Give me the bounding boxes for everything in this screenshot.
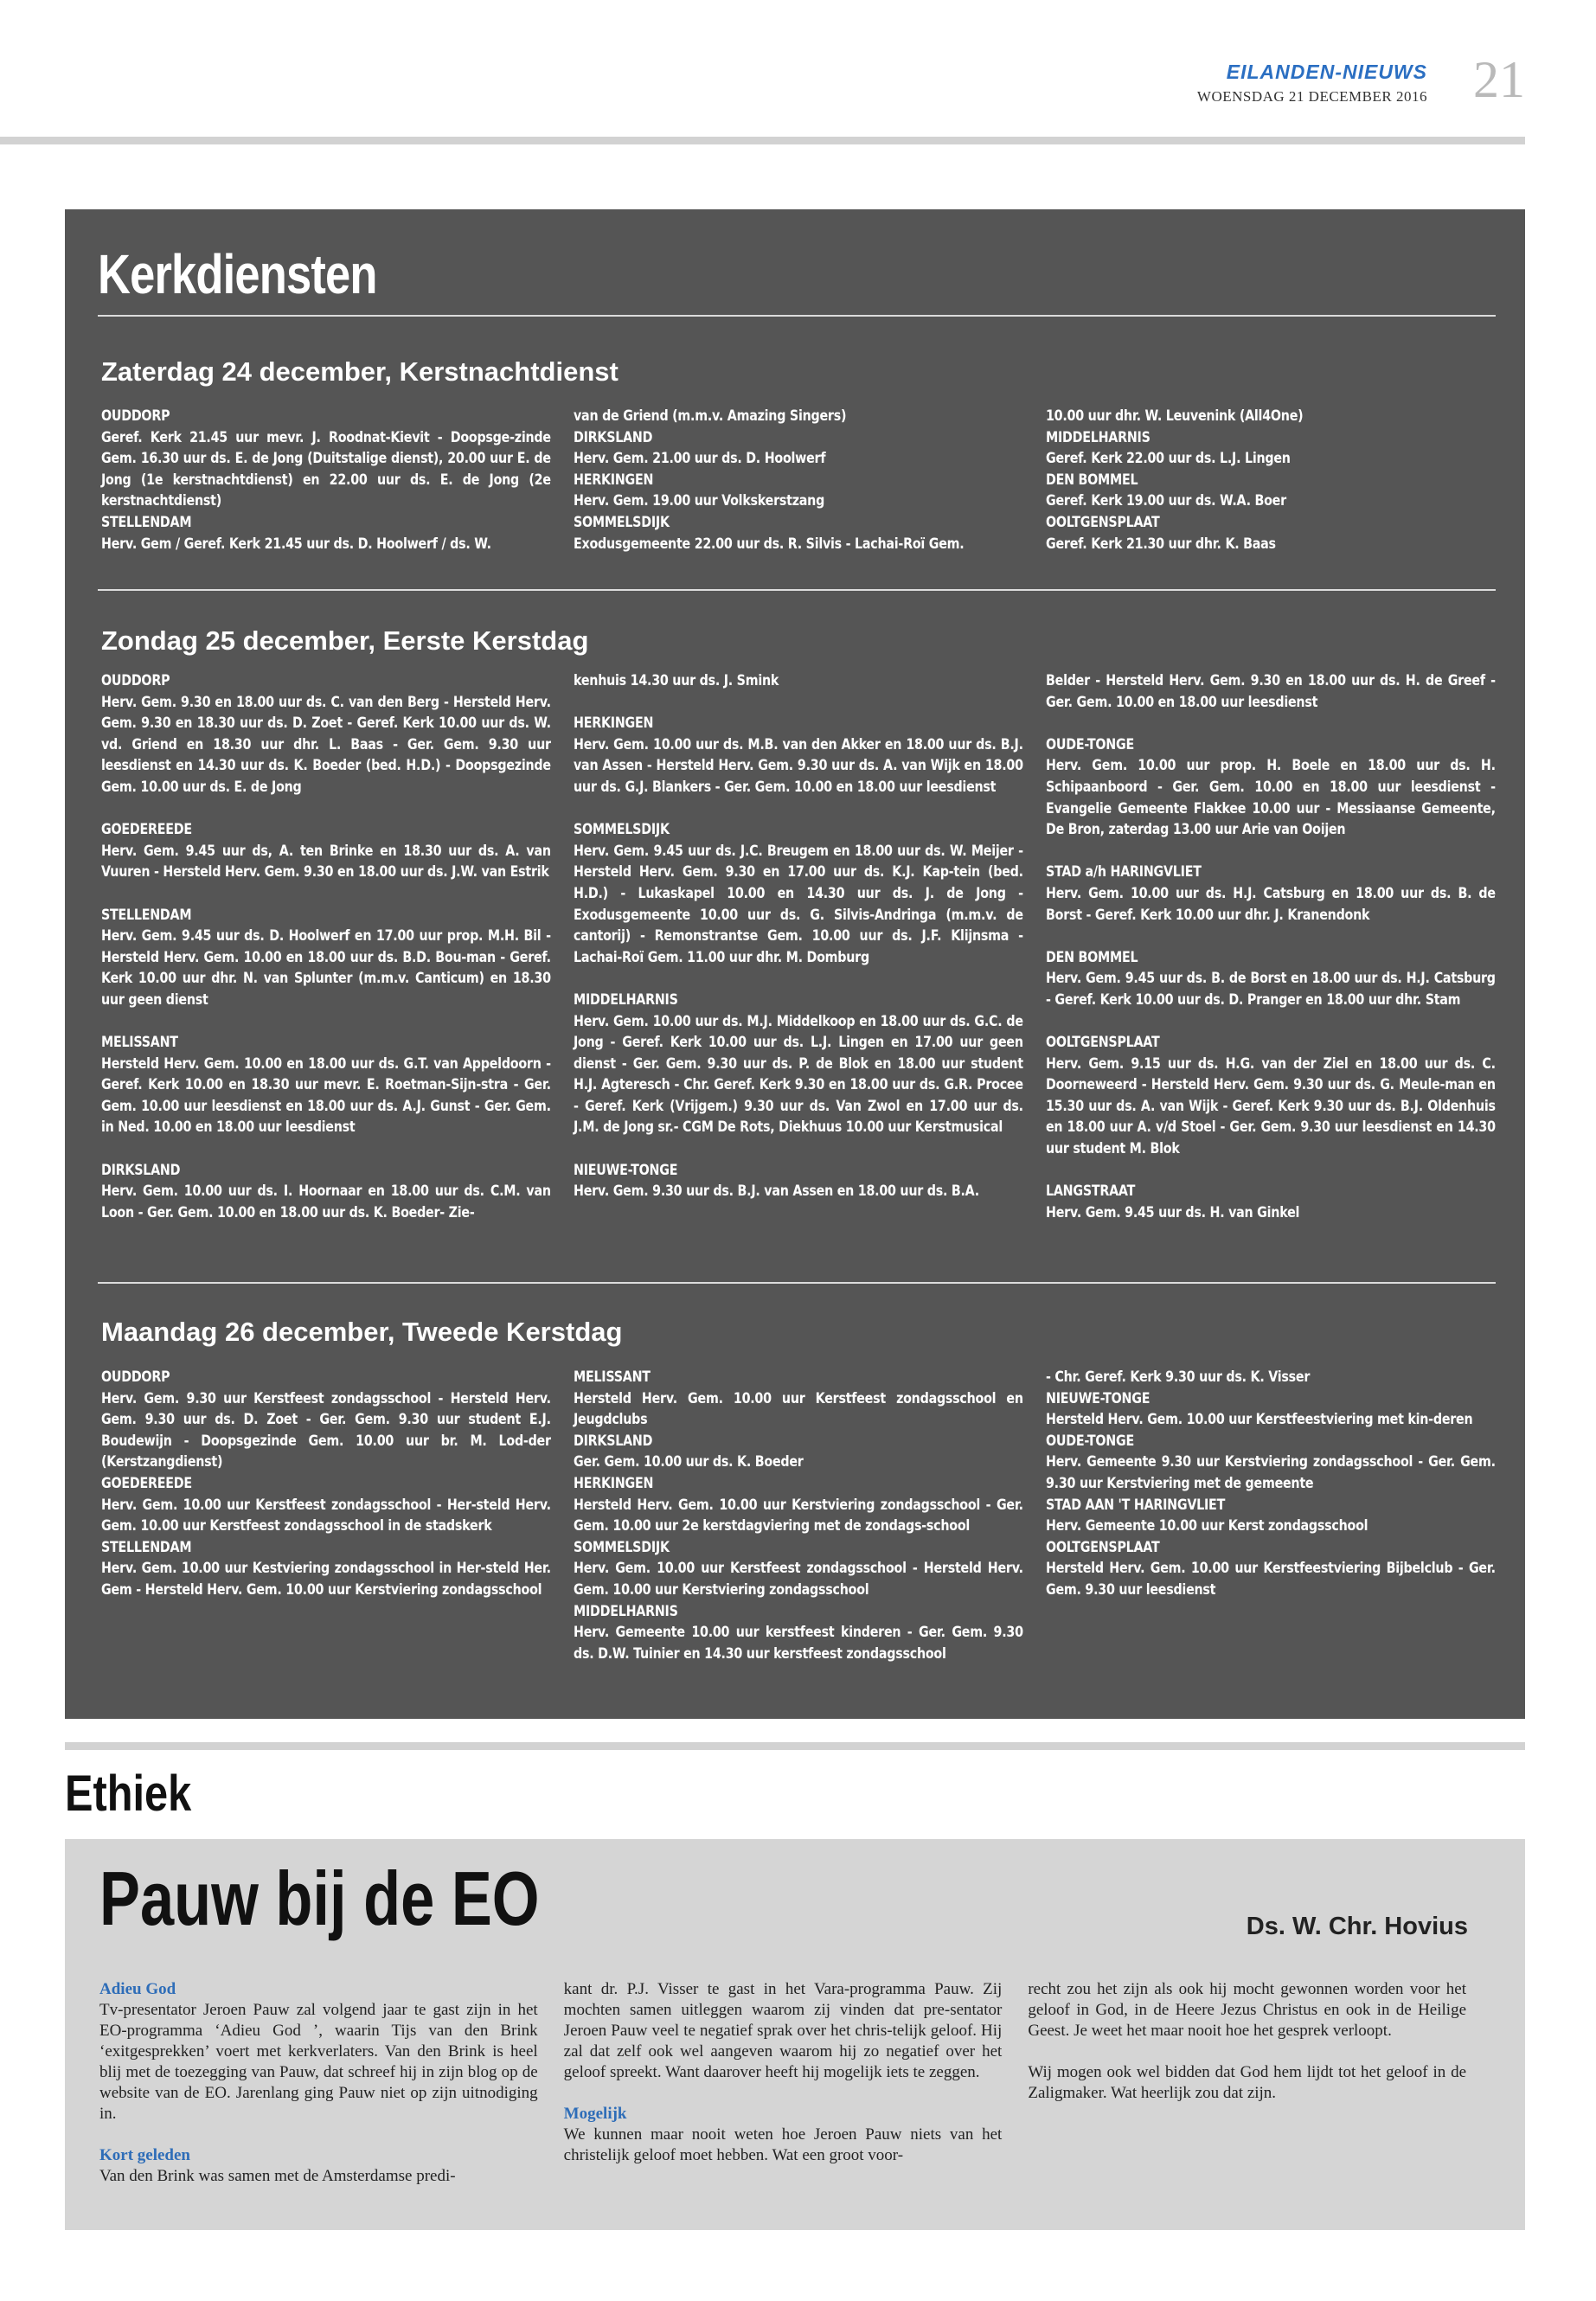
section-heading-zondag: Zondag 25 december, Eerste Kerstdag: [101, 625, 589, 656]
article-paragraph: [99, 2145, 538, 2187]
masthead: [0, 51, 1596, 140]
service-column: OUDDORP Herv. Gem. 9.30 uur Kerstfeest zondagsschool - Hersteld Herv. Gem. 9.30 uur ds. D. Zoet - Ger. Gem. 9.30 uur student E.J. Boudewijn - Doopsgezinde Gem. 10.00 uur br. M. Lod-der (Kerstzangdienst) GOEDEREEDE Herv. Gem. 10.00 uur Kerstfeest zondagsschool - Her-steld Herv. Gem. 10.00 uur Kerstfeest zondagsschool in de stadskerk STELLENDAM Herv. Gem. 10.00 uur Kestviering zondagsschool in Her-steld Her. Gem - Hersteld Herv. Gem. 10.00 uur Kerstviering zondagsschool: [101, 1368, 551, 1599]
top-divider: [0, 137, 1525, 144]
subheading: Adieu God: [99, 1980, 176, 1998]
service-column: kenhuis 14.30 uur ds. J. Smink HERKINGEN Herv. Gem. 10.00 uur ds. M.B. van den Akker en 18.00 uur ds. B.J. van Assen - Hersteld Herv. Gem. 9.30 uur ds. A. van Wijk en 18.00 uur ds. G.J. Blankers - Ger. Gem. 10.00 en 18.00 uur leesdienst SOMMELSDIJK Herv. Gem. 9.45 uur ds. J.C. Breugem en 18.00 uur ds. W. Meijer - Hersteld Herv. Gem. 9.30 en 17.00 uur ds. K.J. Kap-tein (bed. H.D.) - Lukaskapel 10.00 en 14.30 uur ds. J. de Jong - Exodusgemeente 10.00 uur ds. G. Silvis-Andringa (m.m.v. de cantorij) - Remonstrantse Gem. 10.00 uur ds. J.F. Klijnsma - Lachai-Roï Gem. 11.00 uur dhr. M. Domburg MIDDELHARNIS Herv. Gem. 10.00 uur ds. M.J. Middelkoop en 18.00 uur ds. G.C. de Jong - Geref. Kerk 10.00 uur ds. L.J. Lingen en 17.00 uur geen dienst - Ger. Gem. 9.30 uur ds. P. de Blok en 18.00 uur student H.J. Agteresch - Chr. Geref. Kerk 9.30 en 18.00 uur ds. G.R. Procee - Geref. Kerk (Vrijgem.) 9.30 uur ds. Van Zwol en 17.00 uur ds. J.M. de Jong sr.- CGM De Rots, Diekhuus 10.00 uur Kerstmusical NIEUWE-TONGE Herv. Gem. 9.30 uur ds. B.J. van Assen en 18.00 uur ds. B.A.: [574, 672, 1023, 1201]
article-paragraph: [1028, 2062, 1466, 2104]
kerkdiensten-title: Kerkdiensten: [98, 243, 377, 305]
column-article: [65, 1839, 1525, 2230]
service-column: van de Griend (m.m.v. Amazing Singers) DIRKSLAND Herv. Gem. 21.00 uur ds. D. Hoolwerf HERKINGEN Herv. Gem. 19.00 uur Volkskerstzang SOMMELSDIJK Exodusgemeente 22.00 uur ds. R. Silvis - Lachai-Roï Gem.: [574, 407, 965, 553]
service-column: 10.00 uur dhr. W. Leuvenink (All4One) MIDDELHARNIS Geref. Kerk 22.00 uur ds. L.J. Lingen DEN BOMMEL Geref. Kerk 19.00 uur ds. W.A. Boer OOLTGENSPLAAT Geref. Kerk 21.30 uur dhr. K. Baas: [1046, 407, 1304, 553]
article-paragraph: [564, 1979, 1003, 2083]
paragraph-text: Wij mogen ook wel bidden dat God hem lijdt tot het geloof in de Zaligmaker. Wat heerlijk zou dat zijn.: [1028, 2063, 1467, 2102]
section-rule: [98, 1282, 1496, 1284]
paragraph-text: Tv-presentator Jeroen Pauw zal volgend jaar te gast zijn in het EO-programma ‘Adieu God ’, waarin Tijs van den Brink ‘exitgesprekken’ voert met kerkverlaters. Van den Brink is heel blij met de toezegging van Pauw, dat schreef hij in zijn blog op de website van de EO. Jarenlang ging Pauw niet op zijn uitnodiging in.: [99, 2001, 538, 2123]
service-column: - Chr. Geref. Kerk 9.30 uur ds. K. Visser NIEUWE-TONGE Hersteld Herv. Gem. 10.00 uur Kerstfeestviering met kin-deren OUDE-TONGE Herv. Gemeente 9.30 uur Kerstviering zondagsschool - Ger. Gem. 9.30 uur Kerstviering met de gemeente STAD AAN 'T HARINGVLIET Herv. Gemeente 10.00 uur Kerst zondagsschool OOLTGENSPLAAT Hersteld Herv. Gem. 10.00 uur Kerstfeestviering Bijbelclub - Ger. Gem. 9.30 uur leesdienst: [1046, 1368, 1496, 1599]
section-divider: [65, 1742, 1525, 1750]
title-rule: [98, 315, 1496, 317]
article-paragraph: [564, 2104, 1003, 2166]
paragraph-text: kant dr. P.J. Visser te gast in het Vara-programma Pauw. Zij mochten samen uitleggen waarom zij vinden dat pre-sentator Jeroen Pauw veel te negatief sprak over het chris-telijk geloof. Hij zal dat zelf ook wel aangeven waarom hij zo negatief over het geloof spreekt. Want daarover heeft hij mogelijk iets te zeggen.: [563, 1980, 1003, 2081]
article-column: [1028, 1979, 1466, 2208]
service-column: OUDDORP Geref. Kerk 21.45 uur mevr. J. Roodnat-Kievit - Doopsge-zinde Gem. 16.30 uur ds. E. de Jong (Duitstalige dienst), 20.00 uur E. de Jong (1e kerstnachtdienst) en 22.00 uur ds. E. de Jong (2e kerstnachtdienst) STELLENDAM Herv. Gem / Geref. Kerk 21.45 uur ds. D. Hoolwerf / ds. W.: [101, 407, 551, 553]
paragraph-text: recht zou het zijn als ook hij mocht gewonnen worden voor het geloof in God, in de Heere Jezus Christus en ook in de Heilige Geest. Je weet het maar nooit hoe het gesprek verloopt.: [1028, 1980, 1467, 2040]
newspaper-logo: EILANDEN-NIEUWS: [1226, 61, 1427, 83]
service-column: Belder - Hersteld Herv. Gem. 9.30 en 18.00 uur ds. H. de Greef - Ger. Gem. 10.00 en 18.00 uur leesdienst OUDE-TONGE Herv. Gem. 10.00 uur prop. H. Boele en 18.00 uur ds. H. Schipaanboord - Ger. Gem. 10.00 en 18.00 uur leesdienst - Evangelie Gemeente Flakkee 10.00 uur - Messiaanse Gemeente, De Bron, zaterdag 13.00 uur Arie van Ooijen STAD a/h HARINGVLIET Herv. Gem. 10.00 uur ds. H.J. Catsburg en 18.00 uur ds. B. de Borst - Geref. Kerk 10.00 uur dhr. J. Kranendonk DEN BOMMEL Herv. Gem. 9.45 uur ds. B. de Borst en 18.00 uur ds. H.J. Catsburg - Geref. Kerk 10.00 uur ds. D. Pranger en 18.00 uur dhr. Stam OOLTGENSPLAAT Herv. Gem. 9.15 uur ds. H.G. van der Ziel en 18.00 uur ds. C. Doorneweerd - Hersteld Herv. Gem. 9.30 uur ds. G. Meule-man en 15.30 uur ds. A. van Wijk - Geref. Kerk 9.30 uur ds. B.J. Oldenhuis en 18.00 uur A. v/d Stoel - Ger. Gem. 9.30 uur leesdienst en 14.30 uur student M. Blok LANGSTRAAT Herv. Gem. 9.45 uur ds. H. van Ginkel: [1046, 672, 1496, 1221]
subheading: Mogelijk: [563, 2105, 627, 2123]
section-columns-zondag: [101, 670, 1496, 1223]
page-number: 21: [1473, 51, 1525, 108]
article-column: [99, 1979, 538, 2208]
issue-date: WOENSDAG 21 DECEMBER 2016: [1196, 88, 1427, 105]
section-heading-maandag: Maandag 26 december, Tweede Kerstdag: [101, 1317, 623, 1347]
subheading: Kort geleden: [99, 2146, 191, 2164]
ethiek-section-title: Ethiek: [65, 1766, 192, 1822]
author-byline: Ds. W. Chr. Hovius: [1246, 1913, 1468, 1940]
article-body: [99, 1979, 1466, 2208]
service-column: OUDDORP Herv. Gem. 9.30 en 18.00 uur ds. C. van den Berg - Hersteld Herv. Gem. 9.30 en 18.30 uur ds. D. Zoet - Geref. Kerk 10.00 uur ds. W. vd. Griend en 18.30 uur dhr. L. Baas - Ger. Gem. 9.30 uur leesdienst en 14.30 uur ds. K. Boeder (bed. H.D.) - Doopsgezinde Gem. 10.00 uur ds. E. de Jong GOEDEREEDE Herv. Gem. 9.45 uur ds, A. ten Brinke en 18.30 uur ds. A. van Vuuren - Hersteld Herv. Gem. 9.30 en 18.00 uur ds. J.W. van Estrik STELLENDAM Herv. Gem. 9.45 uur ds. D. Hoolwerf en 17.00 uur prop. M.H. Bil - Hersteld Herv. Gem. 10.00 en 18.00 uur ds. B.D. Bou-man - Geref. Kerk 10.00 uur dhr. N. van Splunter (m.m.v. Canticum) en 18.30 uur geen dienst MELISSANT Hersteld Herv. Gem. 10.00 en 18.00 uur ds. G.T. van Appeldoorn - Geref. Kerk 10.00 en 18.30 uur mevr. E. Roetman-Sijn-stra - Ger. Gem. 10.00 uur leesdienst en 18.00 uur ds. A.J. Gunst - Ger. Gem. in Ned. 10.00 en 18.00 uur leesdienst DIRKSLAND Herv. Gem. 10.00 uur ds. I. Hoornaar en 18.00 uur ds. C.M. van Loon - Ger. Gem. 10.00 en 18.00 uur ds. K. Boeder- Zie-: [101, 672, 551, 1221]
service-column: MELISSANT Hersteld Herv. Gem. 10.00 uur Kerstfeest zondagsschool en Jeugdclubs DIRKSLAND Ger. Gem. 10.00 uur ds. K. Boeder HERKINGEN Hersteld Herv. Gem. 10.00 uur Kerstviering zondagsschool - Ger. Gem. 10.00 uur 2e kerstdagviering met de zondags-school SOMMELSDIJK Herv. Gem. 10.00 uur Kerstfeest zondagsschool - Hersteld Herv. Gem. 10.00 uur Kerstviering zondagsschool MIDDELHARNIS Herv. Gemeente 10.00 uur kerstfeest kinderen - Ger. Gem. 9.30 ds. D.W. Tuinier en 14.30 uur kerstfeest zondagsschool: [574, 1368, 1023, 1663]
paragraph-text: Van den Brink was samen met de Amsterdamse predi-: [99, 2167, 456, 2185]
article-column: [564, 1979, 1003, 2208]
article-paragraph: [99, 1979, 538, 2125]
section-columns-maandag: [101, 1367, 1496, 1664]
section-heading-zaterdag: Zaterdag 24 december, Kerstnachtdienst: [101, 356, 619, 387]
section-columns-zaterdag: [101, 406, 1496, 554]
kerkdiensten-panel: [65, 209, 1525, 1719]
paragraph-text: We kunnen maar nooit weten hoe Jeroen Pauw niets van het christelijk geloof moet hebben. Wat een groot voor-: [563, 2125, 1003, 2164]
article-title: Pauw bij de EO: [99, 1856, 540, 1941]
section-rule: [98, 589, 1496, 591]
article-paragraph: [1028, 1979, 1466, 2041]
